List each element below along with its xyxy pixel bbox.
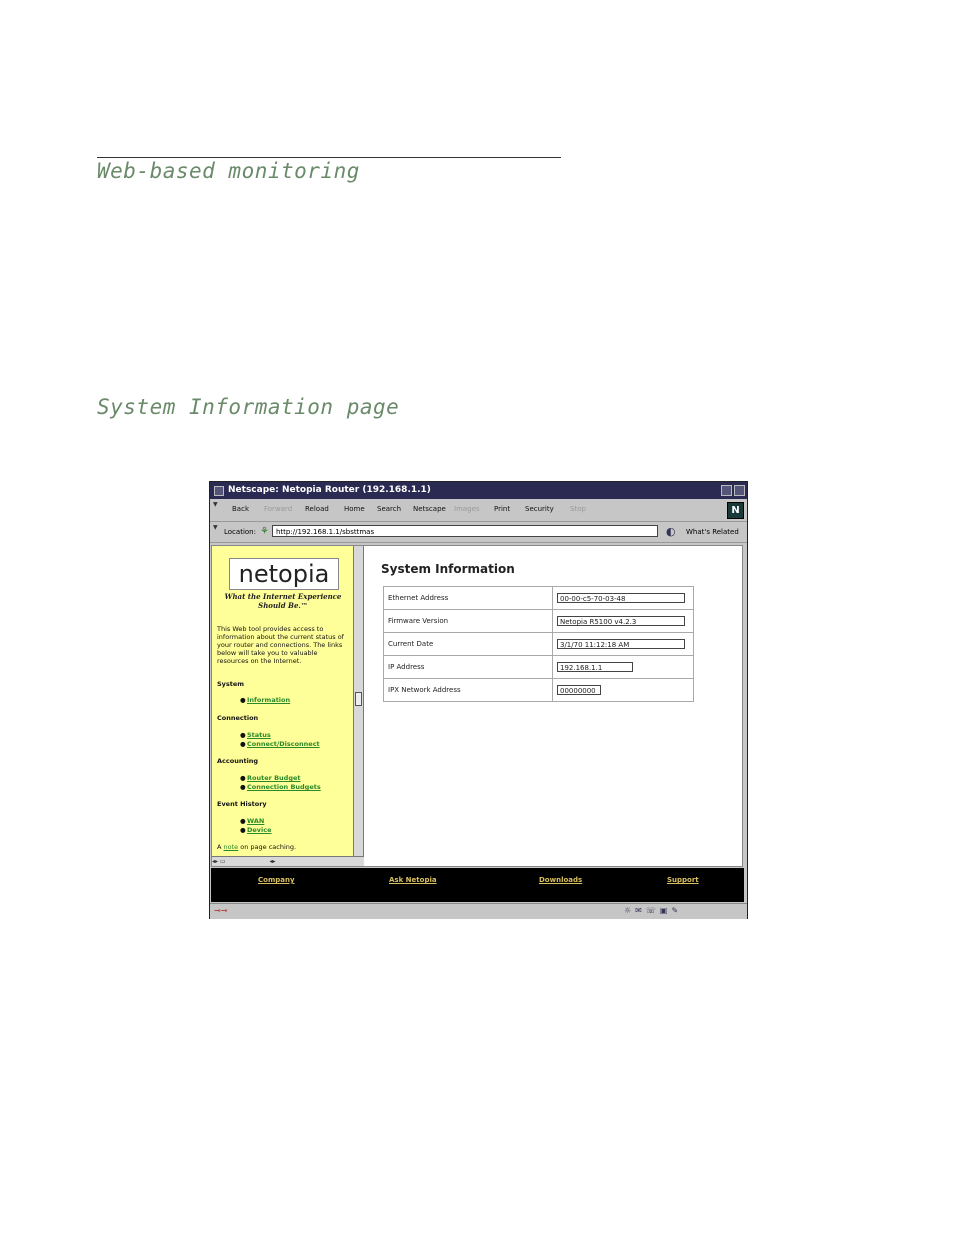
section-system: System <box>217 680 245 688</box>
link-information[interactable]: Information <box>247 696 291 704</box>
link-router-budget[interactable]: Router Budget <box>247 774 301 782</box>
link-connection-budgets[interactable]: Connection Budgets <box>247 783 321 791</box>
whats-related-icon[interactable]: ◐ <box>666 525 676 538</box>
reload-button[interactable]: Reload <box>305 505 329 513</box>
forward-button[interactable]: Forward <box>264 505 293 513</box>
location-label: Location: <box>224 528 256 536</box>
heading-rule <box>97 157 561 158</box>
row-label: Current Date <box>384 633 553 656</box>
section-accounting: Accounting <box>217 757 259 765</box>
home-button[interactable]: Home <box>344 505 365 513</box>
whats-related-button[interactable]: What's Related <box>686 528 739 536</box>
table-row <box>384 679 694 702</box>
bullet-icon: ● <box>240 731 246 739</box>
url-input[interactable]: http://192.168.1.1/sbsttmas <box>272 525 658 537</box>
footer-bar <box>211 868 744 902</box>
row-label: IPX Network Address <box>384 679 553 702</box>
link-wan[interactable]: WAN <box>247 817 265 825</box>
toolbar-grip-icon[interactable]: ▼ <box>213 501 218 508</box>
collapse-box-icon[interactable] <box>734 485 745 496</box>
security-button[interactable]: Security <box>525 505 554 513</box>
navigation-toolbar <box>210 499 747 522</box>
note-prefix: A <box>217 843 222 851</box>
firmware-version-field[interactable]: Netopia R5100 v4.2.3 <box>557 616 685 626</box>
sidebar-horizontal-scrollbar[interactable]: ◂▸ ▭ ◂▸ <box>212 856 364 866</box>
table-row <box>384 610 694 633</box>
ipx-network-address-field[interactable]: 00000000 <box>557 685 601 695</box>
sidebar-blurb: This Web tool provides access to information about the current status of your router and connections. The links below will take you to valuable resources on the Internet. <box>217 625 344 665</box>
netscape-button[interactable]: Netscape <box>413 505 446 513</box>
tagline-line1: What the Internet Experience <box>224 592 342 601</box>
browser-window <box>209 481 748 919</box>
page-title: System Information <box>381 562 515 576</box>
sidebar-frame <box>212 546 354 856</box>
page-content <box>211 545 743 867</box>
tagline-line2: Should Be.™ <box>258 601 308 610</box>
print-button[interactable]: Print <box>494 505 511 513</box>
bullet-icon: ● <box>240 696 246 704</box>
row-label: Firmware Version <box>384 610 553 633</box>
bullet-icon: ● <box>240 826 246 834</box>
subsection-heading: System Information page <box>97 395 400 419</box>
section-heading: Web-based monitoring <box>97 159 360 183</box>
netopia-logo: netopia <box>229 558 339 590</box>
link-device[interactable]: Device <box>247 826 272 834</box>
sidebar-vertical-scrollbar[interactable] <box>354 546 364 856</box>
status-bar <box>210 903 747 919</box>
locationbar-grip-icon[interactable]: ▼ <box>213 524 218 531</box>
ip-address-field[interactable]: 192.168.1.1 <box>557 662 633 672</box>
bullet-icon: ● <box>240 740 246 748</box>
security-lock-icon[interactable]: ⊸⊸ <box>214 906 228 915</box>
window-title: Netscape: Netopia Router (192.168.1.1) <box>228 485 431 495</box>
link-status[interactable]: Status <box>247 731 271 739</box>
scroll-thumb[interactable] <box>355 692 362 706</box>
stop-button[interactable]: Stop <box>570 505 586 513</box>
images-button[interactable]: Images <box>454 505 480 513</box>
netscape-logo-icon: N <box>727 502 744 519</box>
footer-link-support[interactable]: Support <box>667 876 699 884</box>
system-info-table <box>383 586 694 702</box>
ethernet-address-field[interactable]: 00-00-c5-70-03-48 <box>557 593 685 603</box>
zoom-box-icon[interactable] <box>721 485 732 496</box>
table-row <box>384 587 694 610</box>
section-event-history: Event History <box>217 800 267 808</box>
bullet-icon: ● <box>240 783 246 791</box>
close-box-icon[interactable] <box>214 486 224 496</box>
bookmark-icon[interactable]: ⚘ <box>260 526 269 537</box>
bullet-icon: ● <box>240 774 246 782</box>
link-connect-disconnect[interactable]: Connect/Disconnect <box>247 740 320 748</box>
note-suffix: on page caching. <box>240 843 297 851</box>
bullet-icon: ● <box>240 817 246 825</box>
location-bar <box>210 522 747 543</box>
footer-link-downloads[interactable]: Downloads <box>539 876 583 884</box>
row-label: IP Address <box>384 656 553 679</box>
search-button[interactable]: Search <box>377 505 402 513</box>
table-row <box>384 656 694 679</box>
footer-link-ask-netopia[interactable]: Ask Netopia <box>389 876 437 884</box>
section-connection: Connection <box>217 714 259 722</box>
back-button[interactable]: Back <box>232 505 249 513</box>
current-date-field[interactable]: 3/1/70 11:12:18 AM <box>557 639 685 649</box>
title-bar[interactable] <box>210 482 747 499</box>
note-link[interactable]: note <box>223 843 239 851</box>
table-row <box>384 633 694 656</box>
row-label: Ethernet Address <box>384 587 553 610</box>
caching-note <box>217 843 296 851</box>
footer-link-company[interactable]: Company <box>258 876 295 884</box>
component-bar-icons[interactable]: ☼✉☏▣✎ <box>624 906 683 915</box>
